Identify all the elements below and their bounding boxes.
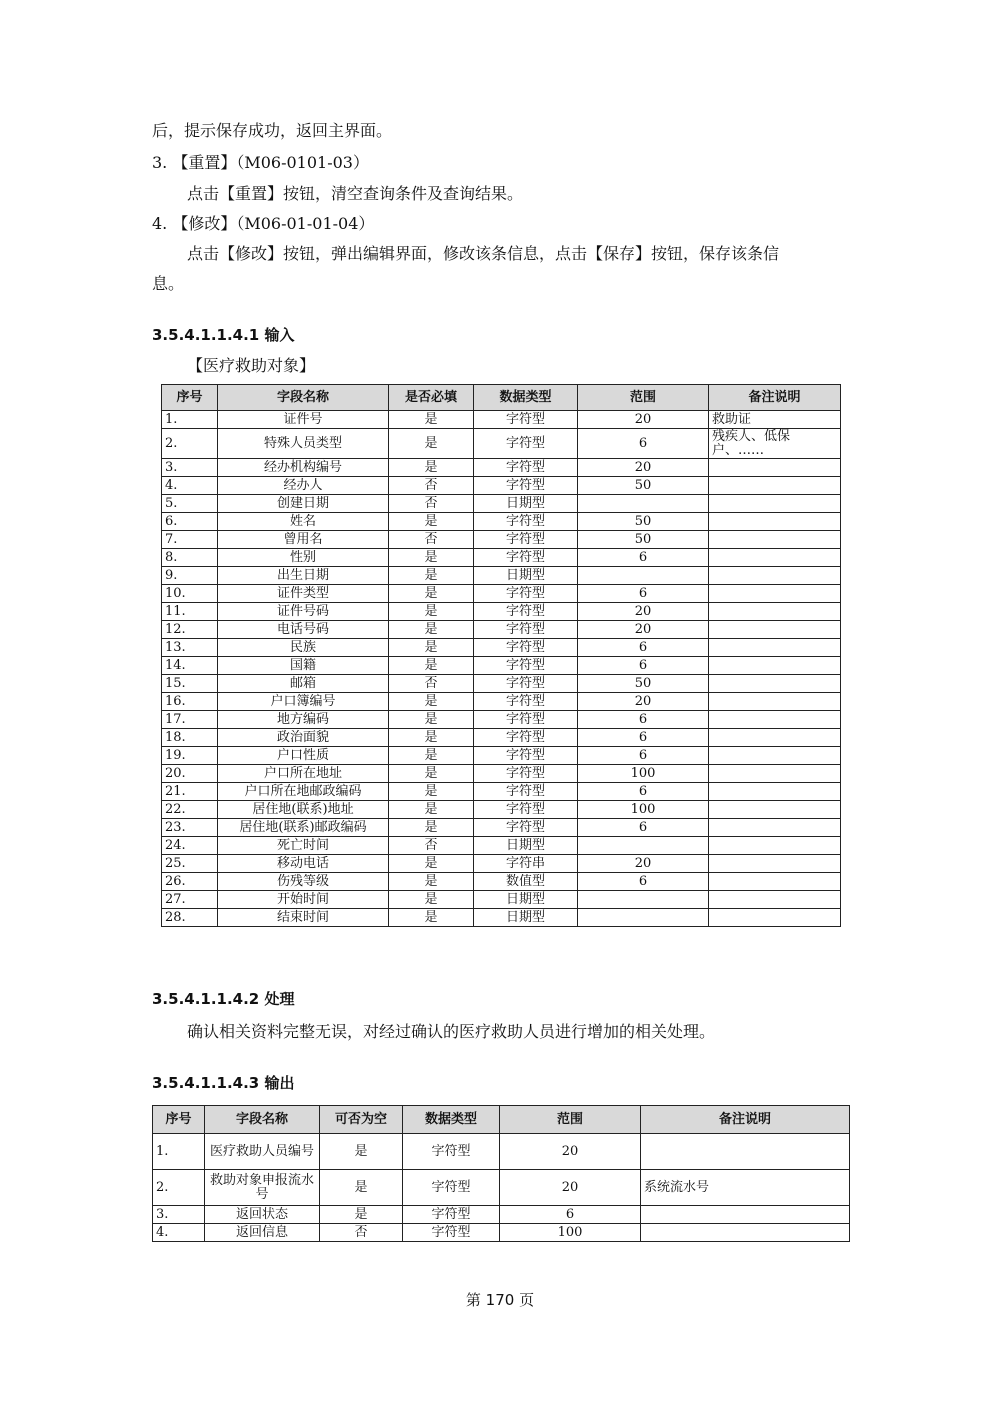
table-cell: 20 bbox=[500, 1134, 641, 1170]
table-row bbox=[162, 837, 841, 855]
table-cell: 19. bbox=[162, 747, 218, 765]
table-cell bbox=[709, 639, 841, 657]
table-row bbox=[162, 675, 841, 693]
table-cell: 经办机构编号 bbox=[218, 459, 389, 477]
table-cell bbox=[709, 657, 841, 675]
column-header: 字段名称 bbox=[218, 385, 389, 411]
table-cell: 18. bbox=[162, 729, 218, 747]
table-cell: 户口所在地邮政编码 bbox=[218, 783, 389, 801]
table-cell: 字符型 bbox=[474, 621, 578, 639]
table-cell bbox=[709, 909, 841, 927]
table-cell: 是 bbox=[389, 567, 474, 585]
column-header: 可否为空 bbox=[320, 1106, 403, 1134]
table-cell bbox=[578, 891, 709, 909]
table-cell: 是 bbox=[389, 801, 474, 819]
table-row bbox=[162, 729, 841, 747]
input-fields-table bbox=[161, 384, 841, 927]
table-cell bbox=[578, 909, 709, 927]
table-cell: 字符型 bbox=[403, 1224, 500, 1242]
table-cell: 是 bbox=[389, 585, 474, 603]
table-cell: 6 bbox=[578, 549, 709, 567]
table-cell: 是 bbox=[389, 891, 474, 909]
table-cell: 1. bbox=[162, 411, 218, 429]
table-cell: 20 bbox=[578, 693, 709, 711]
table-cell: 6 bbox=[578, 711, 709, 729]
table-cell: 50 bbox=[578, 477, 709, 495]
table-cell: 是 bbox=[389, 729, 474, 747]
table-cell bbox=[709, 819, 841, 837]
table-cell: 28. bbox=[162, 909, 218, 927]
table-cell: 户口所在地址 bbox=[218, 765, 389, 783]
table-cell: 4. bbox=[153, 1224, 205, 1242]
table-cell: 结束时间 bbox=[218, 909, 389, 927]
process-section-heading: 3.5.4.1.1.4.2 处理 bbox=[152, 990, 295, 1008]
page-number-value: 170 bbox=[485, 1291, 515, 1309]
table-row bbox=[162, 411, 841, 429]
table-cell bbox=[641, 1206, 850, 1224]
table-cell: 100 bbox=[578, 765, 709, 783]
table-cell: 字符型 bbox=[474, 657, 578, 675]
table-cell: 是 bbox=[389, 819, 474, 837]
table-header-row bbox=[153, 1106, 850, 1134]
column-header: 备注说明 bbox=[709, 385, 841, 411]
table-row bbox=[162, 819, 841, 837]
table-cell: 14. bbox=[162, 657, 218, 675]
table-row bbox=[162, 873, 841, 891]
table-cell bbox=[709, 693, 841, 711]
table-cell: 字符型 bbox=[474, 411, 578, 429]
table-cell: 是 bbox=[389, 603, 474, 621]
table-cell: 6 bbox=[578, 819, 709, 837]
table-cell bbox=[709, 585, 841, 603]
table-cell: 证件类型 bbox=[218, 585, 389, 603]
table-row bbox=[162, 765, 841, 783]
table-cell: 日期型 bbox=[474, 495, 578, 513]
table-cell bbox=[709, 711, 841, 729]
table-cell: 出生日期 bbox=[218, 567, 389, 585]
table-cell: 否 bbox=[389, 495, 474, 513]
table-cell: 6 bbox=[578, 729, 709, 747]
table-cell: 政治面貌 bbox=[218, 729, 389, 747]
table-row bbox=[162, 693, 841, 711]
table-cell bbox=[709, 531, 841, 549]
table-cell: 字符型 bbox=[403, 1134, 500, 1170]
input-section-heading: 3.5.4.1.1.4.1 输入 bbox=[152, 326, 295, 344]
table-header-row bbox=[162, 385, 841, 411]
table-cell: 15. bbox=[162, 675, 218, 693]
table-cell: 否 bbox=[320, 1224, 403, 1242]
table-row bbox=[162, 909, 841, 927]
table-cell: 字符型 bbox=[403, 1206, 500, 1224]
table-cell: 医疗救助人员编号 bbox=[205, 1134, 320, 1170]
table-cell: 字符型 bbox=[474, 549, 578, 567]
table-cell: 救助证 bbox=[709, 411, 841, 429]
table-cell: 字符型 bbox=[474, 639, 578, 657]
table-cell: 17. bbox=[162, 711, 218, 729]
table-cell: 6 bbox=[578, 429, 709, 459]
table-cell: 残疾人、低保户、…… bbox=[709, 429, 841, 459]
page-number bbox=[0, 1290, 1000, 1310]
table-cell: 12. bbox=[162, 621, 218, 639]
table-cell: 27. bbox=[162, 891, 218, 909]
table-row bbox=[162, 603, 841, 621]
column-header: 序号 bbox=[153, 1106, 205, 1134]
table-row bbox=[153, 1170, 850, 1206]
table-cell bbox=[709, 747, 841, 765]
table-cell: 特殊人员类型 bbox=[218, 429, 389, 459]
table-cell bbox=[709, 459, 841, 477]
table-cell: 6 bbox=[578, 639, 709, 657]
table-cell: 20 bbox=[578, 459, 709, 477]
table-cell: 20 bbox=[578, 855, 709, 873]
table-cell: 5. bbox=[162, 495, 218, 513]
column-header: 数据类型 bbox=[403, 1106, 500, 1134]
table-cell bbox=[709, 837, 841, 855]
table-cell: 是 bbox=[389, 855, 474, 873]
table-row bbox=[162, 459, 841, 477]
table-cell bbox=[709, 477, 841, 495]
table-cell: 字符型 bbox=[474, 585, 578, 603]
table-cell bbox=[578, 837, 709, 855]
table-cell: 字符型 bbox=[474, 429, 578, 459]
table-cell: 字符型 bbox=[474, 675, 578, 693]
table-cell: 2. bbox=[153, 1170, 205, 1206]
column-header: 数据类型 bbox=[474, 385, 578, 411]
table-cell: 20 bbox=[578, 603, 709, 621]
table-row bbox=[162, 495, 841, 513]
table-cell bbox=[709, 783, 841, 801]
table-cell: 是 bbox=[389, 657, 474, 675]
table-row bbox=[162, 639, 841, 657]
table-cell: 地方编码 bbox=[218, 711, 389, 729]
table-cell: 11. bbox=[162, 603, 218, 621]
input-table-title: 【医疗救助对象】 bbox=[187, 356, 316, 375]
table-cell: 开始时间 bbox=[218, 891, 389, 909]
table-row bbox=[162, 747, 841, 765]
table-cell: 23. bbox=[162, 819, 218, 837]
table-cell: 是 bbox=[389, 873, 474, 891]
table-cell: 性别 bbox=[218, 549, 389, 567]
table-cell: 50 bbox=[578, 531, 709, 549]
table-row bbox=[162, 711, 841, 729]
process-section-text: 确认相关资料完整无误，对经过确认的医疗救助人员进行增加的相关处理。 bbox=[187, 1022, 716, 1041]
table-cell: 8. bbox=[162, 549, 218, 567]
table-cell bbox=[709, 567, 841, 585]
table-row bbox=[162, 621, 841, 639]
table-cell: 7. bbox=[162, 531, 218, 549]
table-cell: 移动电话 bbox=[218, 855, 389, 873]
column-header: 范围 bbox=[578, 385, 709, 411]
table-cell: 6. bbox=[162, 513, 218, 531]
table-cell: 是 bbox=[320, 1134, 403, 1170]
table-cell: 6 bbox=[500, 1206, 641, 1224]
table-cell: 字符型 bbox=[474, 747, 578, 765]
table-cell: 是 bbox=[389, 429, 474, 459]
table-cell: 户口性质 bbox=[218, 747, 389, 765]
table-cell: 100 bbox=[578, 801, 709, 819]
table-cell: 返回信息 bbox=[205, 1224, 320, 1242]
column-header: 范围 bbox=[500, 1106, 641, 1134]
table-cell: 25. bbox=[162, 855, 218, 873]
table-cell: 是 bbox=[389, 747, 474, 765]
table-cell: 电话号码 bbox=[218, 621, 389, 639]
table-cell bbox=[578, 495, 709, 513]
table-cell: 邮箱 bbox=[218, 675, 389, 693]
table-cell: 日期型 bbox=[474, 837, 578, 855]
table-cell: 否 bbox=[389, 477, 474, 495]
table-cell: 字符型 bbox=[474, 531, 578, 549]
table-row bbox=[162, 549, 841, 567]
table-cell: 是 bbox=[389, 549, 474, 567]
item-3-title: 3. 【重置】（M06-0101-03） bbox=[152, 153, 369, 172]
table-cell: 20 bbox=[500, 1170, 641, 1206]
table-row bbox=[162, 567, 841, 585]
table-cell: 6 bbox=[578, 747, 709, 765]
table-cell: 20 bbox=[578, 621, 709, 639]
table-cell: 6 bbox=[578, 585, 709, 603]
table-cell: 字符型 bbox=[474, 603, 578, 621]
table-cell: 是 bbox=[389, 513, 474, 531]
table-cell: 6 bbox=[578, 783, 709, 801]
table-cell: 1. bbox=[153, 1134, 205, 1170]
table-cell: 50 bbox=[578, 513, 709, 531]
table-cell bbox=[709, 675, 841, 693]
table-row bbox=[162, 513, 841, 531]
table-cell: 字符型 bbox=[474, 783, 578, 801]
table-row bbox=[153, 1224, 850, 1242]
table-cell: 是 bbox=[389, 783, 474, 801]
table-row bbox=[162, 891, 841, 909]
table-cell: 字符型 bbox=[474, 819, 578, 837]
page-number-prefix: 第 bbox=[465, 1291, 481, 1309]
table-cell: 返回状态 bbox=[205, 1206, 320, 1224]
table-cell: 字符串 bbox=[474, 855, 578, 873]
table-cell: 伤残等级 bbox=[218, 873, 389, 891]
table-row bbox=[153, 1134, 850, 1170]
table-cell: 是 bbox=[320, 1206, 403, 1224]
table-cell: 22. bbox=[162, 801, 218, 819]
table-cell: 6 bbox=[578, 873, 709, 891]
table-cell: 是 bbox=[389, 639, 474, 657]
table-cell: 3. bbox=[153, 1206, 205, 1224]
output-fields-table bbox=[152, 1105, 850, 1242]
table-cell: 姓名 bbox=[218, 513, 389, 531]
table-cell: 字符型 bbox=[403, 1170, 500, 1206]
table-cell: 是 bbox=[389, 909, 474, 927]
table-cell: 字符型 bbox=[474, 477, 578, 495]
column-header: 备注说明 bbox=[641, 1106, 850, 1134]
item-4-title: 4. 【修改】（M06-01-01-04） bbox=[152, 214, 375, 233]
table-cell: 居住地(联系)地址 bbox=[218, 801, 389, 819]
table-cell: 10. bbox=[162, 585, 218, 603]
table-cell: 20 bbox=[578, 411, 709, 429]
table-cell: 13. bbox=[162, 639, 218, 657]
table-cell: 居住地(联系)邮政编码 bbox=[218, 819, 389, 837]
table-row bbox=[162, 657, 841, 675]
table-cell: 否 bbox=[389, 837, 474, 855]
table-cell: 4. bbox=[162, 477, 218, 495]
table-cell: 字符型 bbox=[474, 801, 578, 819]
table-cell: 经办人 bbox=[218, 477, 389, 495]
table-cell: 是 bbox=[389, 693, 474, 711]
column-header: 序号 bbox=[162, 385, 218, 411]
table-row bbox=[162, 429, 841, 459]
table-cell: 数值型 bbox=[474, 873, 578, 891]
page-number-suffix: 页 bbox=[519, 1291, 535, 1309]
table-cell: 2. bbox=[162, 429, 218, 459]
table-cell: 是 bbox=[389, 765, 474, 783]
table-cell: 3. bbox=[162, 459, 218, 477]
table-cell: 日期型 bbox=[474, 567, 578, 585]
table-cell: 是 bbox=[389, 459, 474, 477]
table-cell bbox=[709, 855, 841, 873]
table-cell: 死亡时间 bbox=[218, 837, 389, 855]
table-cell bbox=[709, 621, 841, 639]
table-cell: 20. bbox=[162, 765, 218, 783]
table-cell: 字符型 bbox=[474, 729, 578, 747]
column-header: 是否必填 bbox=[389, 385, 474, 411]
table-cell: 是 bbox=[389, 411, 474, 429]
table-cell: 字符型 bbox=[474, 513, 578, 531]
table-cell: 字符型 bbox=[474, 711, 578, 729]
item-4-description: 点击【修改】按钮，弹出编辑界面，修改该条信息，点击【保存】按钮，保存该条信 bbox=[187, 244, 780, 263]
table-row bbox=[162, 855, 841, 873]
table-cell: 户口簿编号 bbox=[218, 693, 389, 711]
table-cell: 系统流水号 bbox=[641, 1170, 850, 1206]
table-cell bbox=[709, 603, 841, 621]
table-cell bbox=[709, 495, 841, 513]
table-row bbox=[162, 801, 841, 819]
column-header: 字段名称 bbox=[205, 1106, 320, 1134]
table-cell bbox=[709, 513, 841, 531]
table-cell: 100 bbox=[500, 1224, 641, 1242]
table-cell: 字符型 bbox=[474, 765, 578, 783]
table-cell bbox=[709, 873, 841, 891]
item-3-description: 点击【重置】按钮，清空查询条件及查询结果。 bbox=[187, 184, 524, 203]
table-cell: 日期型 bbox=[474, 891, 578, 909]
table-cell: 曾用名 bbox=[218, 531, 389, 549]
table-cell: 民族 bbox=[218, 639, 389, 657]
table-cell: 证件号 bbox=[218, 411, 389, 429]
paragraph-continuation: 后，提示保存成功，返回主界面。 bbox=[152, 121, 393, 140]
table-cell bbox=[709, 549, 841, 567]
table-cell: 创建日期 bbox=[218, 495, 389, 513]
table-cell: 是 bbox=[320, 1170, 403, 1206]
table-cell: 救助对象申报流水号 bbox=[205, 1170, 320, 1206]
table-cell bbox=[578, 567, 709, 585]
table-cell: 6 bbox=[578, 657, 709, 675]
table-cell: 16. bbox=[162, 693, 218, 711]
table-cell: 日期型 bbox=[474, 909, 578, 927]
item-4-description-continued: 息。 bbox=[152, 274, 185, 293]
table-cell: 21. bbox=[162, 783, 218, 801]
table-cell: 国籍 bbox=[218, 657, 389, 675]
table-cell bbox=[641, 1224, 850, 1242]
table-cell bbox=[709, 729, 841, 747]
table-row bbox=[162, 783, 841, 801]
table-cell bbox=[709, 891, 841, 909]
table-row bbox=[162, 585, 841, 603]
table-cell: 9. bbox=[162, 567, 218, 585]
table-cell: 否 bbox=[389, 531, 474, 549]
table-cell bbox=[709, 801, 841, 819]
table-row bbox=[162, 531, 841, 549]
output-section-heading: 3.5.4.1.1.4.3 输出 bbox=[152, 1074, 295, 1092]
table-cell bbox=[709, 765, 841, 783]
table-cell: 24. bbox=[162, 837, 218, 855]
table-cell: 26. bbox=[162, 873, 218, 891]
table-row bbox=[162, 477, 841, 495]
table-cell: 证件号码 bbox=[218, 603, 389, 621]
table-cell: 50 bbox=[578, 675, 709, 693]
table-cell: 是 bbox=[389, 711, 474, 729]
table-cell bbox=[641, 1134, 850, 1170]
table-row bbox=[153, 1206, 850, 1224]
table-cell: 否 bbox=[389, 675, 474, 693]
table-cell: 字符型 bbox=[474, 693, 578, 711]
table-cell: 字符型 bbox=[474, 459, 578, 477]
table-cell: 是 bbox=[389, 621, 474, 639]
